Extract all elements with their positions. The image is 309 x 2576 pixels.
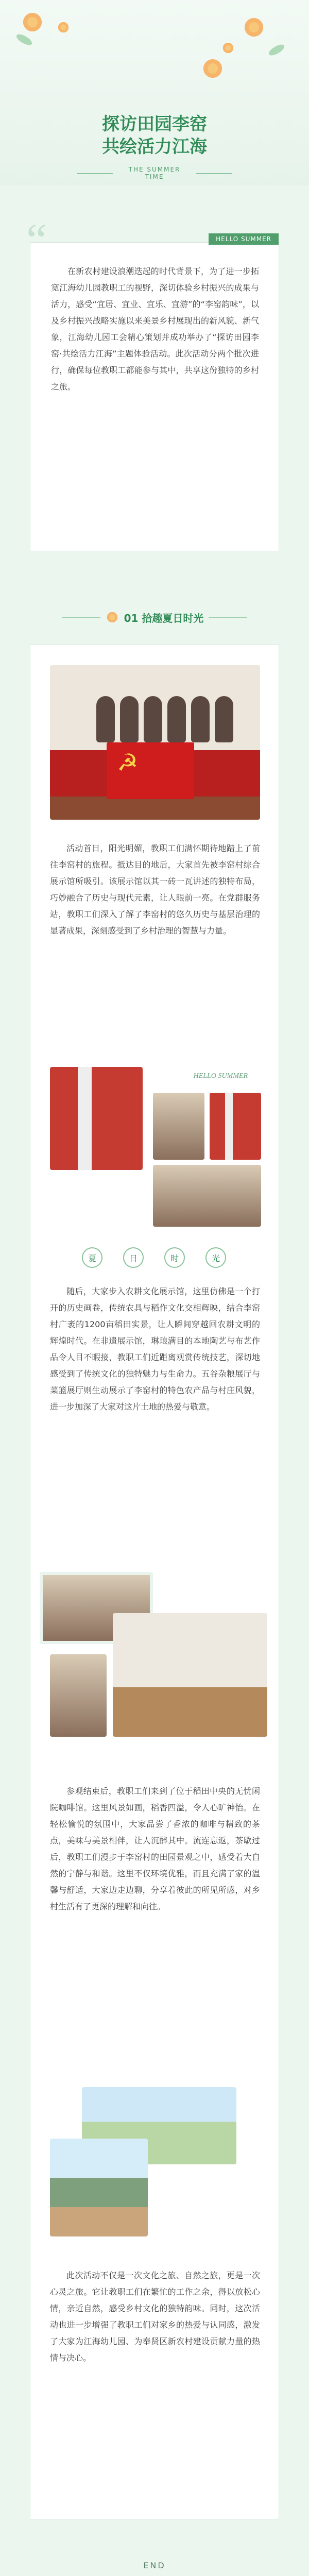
leaf-decoration [267,42,286,57]
leaf-decoration [15,32,33,47]
flower-decoration [242,15,266,39]
chip-guang: 光 [205,1247,226,1268]
divider [209,617,247,618]
intro-card [26,215,279,551]
subtitle-text: THE SUMMER TIME [128,166,181,180]
flower-decoration [221,41,235,55]
activity-paragraph-3: 参观结束后，教职工们来到了位于稻田中央的无忧闲院咖啡馆。这里风景如画，稻香四溢，令人心旷神怡。在轻松愉悦的氛围中，大家品尝了香浓的咖啡与精致的茶点，美味与美景相伴，让人沉醉其中。流连忘返，茶歇过后，教职工们漫步于李窑村的田园景观之中，感受着大自然的宁静与和谐。这里不仅环境优雅，而且充满了家的温馨与舒适，大家边走边聊，分享着彼此的所见所感，对乡村生活有了更深的理解和向往。 [50,1786,260,1911]
tea-guest-photo [50,1654,107,1737]
end-mark: END [143,2561,166,2570]
intro-paragraph: 在新农村建设浪潮迭起的时代背景下，为了进一步拓宽江海幼儿园教职工的视野，深切体验乡村振兴的成果与活力，感受“宜居、宜业、宜乐、宜游”的“李窑韵味”，以及乡村振兴战略实施以来美景乡村展现出的新风貌、新气象，江海幼儿园工会精心策划并成功举办了“探访田园李窑·共绘活力江海”主题体验活动。此次活动分两个批次进行，确保每位教职工都能参与其中，共享这份独特的乡村之旅。 [51,266,259,392]
pavilion-photo [50,2139,148,2236]
group-photo [50,665,260,820]
activity-paragraph-1: 活动首日，阳光明媚，教职工们满怀期待地踏上了前往李窑村的旅程。抵达目的地后，大家首先被李窑村综合展示馆所吸引。该展示馆以其一砖一瓦讲述的独特布局，巧妙融合了历史与现代元素，让人眼前一亮。在党群服务站，教职工们深入了解了李窑村的悠久历史与基层治理的显著成果，深刻感受到了乡村治理的智慧与力量。 [50,843,260,936]
chip-xia: 夏 [82,1247,102,1268]
hello-summer-tag: HELLO SUMMER [209,233,279,245]
divider [196,173,232,174]
tea-photo [113,1613,267,1737]
flower-decoration [201,57,225,80]
section-title: 01 拾趣夏日时光 [124,612,204,624]
divider [77,173,113,174]
flower-decoration [57,21,70,34]
activity-paragraph-2: 随后，大家步入农耕文化展示馆，这里仿佛是一个打开的历史画卷，传统农具与稻作文化交相辉映，结合李窑村广袤的1200亩稻田实景，让人瞬间穿越回农耕文明的辉煌时代。在非遗展示馆，琳琅满目的本地陶艺与布艺作品令人目不暇接，教职工们近距离观赏传统技艺，深切地感受到了传统文化的独特魅力与生命力。五谷杂粮展厅与菜篮展厅则生动展示了李窑村的特色农产品与村庄风貌，进一步加深了大家对这片土地的热爱与敬意。 [50,1286,260,1412]
craft-photo [210,1093,261,1160]
exhibit-photo [50,1067,143,1170]
party-flag-icon [107,742,194,799]
chip-shi: 时 [164,1247,185,1268]
title-subtitle [77,166,232,180]
quote-icon: “ [26,215,47,266]
flower-icon [106,611,119,624]
hello-summer-caption: HELLO SUMMER [193,1072,248,1080]
flower-decoration [21,10,44,34]
main-content-card [30,644,279,2519]
page-title-line-2: 共绘活力江海 [102,138,207,157]
divider [62,617,100,618]
summer-chips [72,1247,236,1271]
activity-paragraph-4: 此次活动不仅是一次文化之旅、自然之旅，更是一次心灵之旅。它让教职工们在繁忙的工作之余，得以放松心情，亲近自然，感受乡村文化的独特韵味。同时，这次活动也进一步增强了教职工们对家乡的热爱与认同感，激发了大家为江海幼儿园、为奉贤区新农村建设贡献力量的热情与决心。 [50,2270,260,2363]
visitor-photo [153,1093,204,1160]
section-header [62,603,247,632]
people-illustration [96,696,233,742]
page-title-line-1: 探访田园李窑 [102,115,207,134]
display-photo [153,1165,261,1227]
title-block [77,113,232,180]
chip-ri: 日 [123,1247,144,1268]
header-banner [0,0,309,185]
